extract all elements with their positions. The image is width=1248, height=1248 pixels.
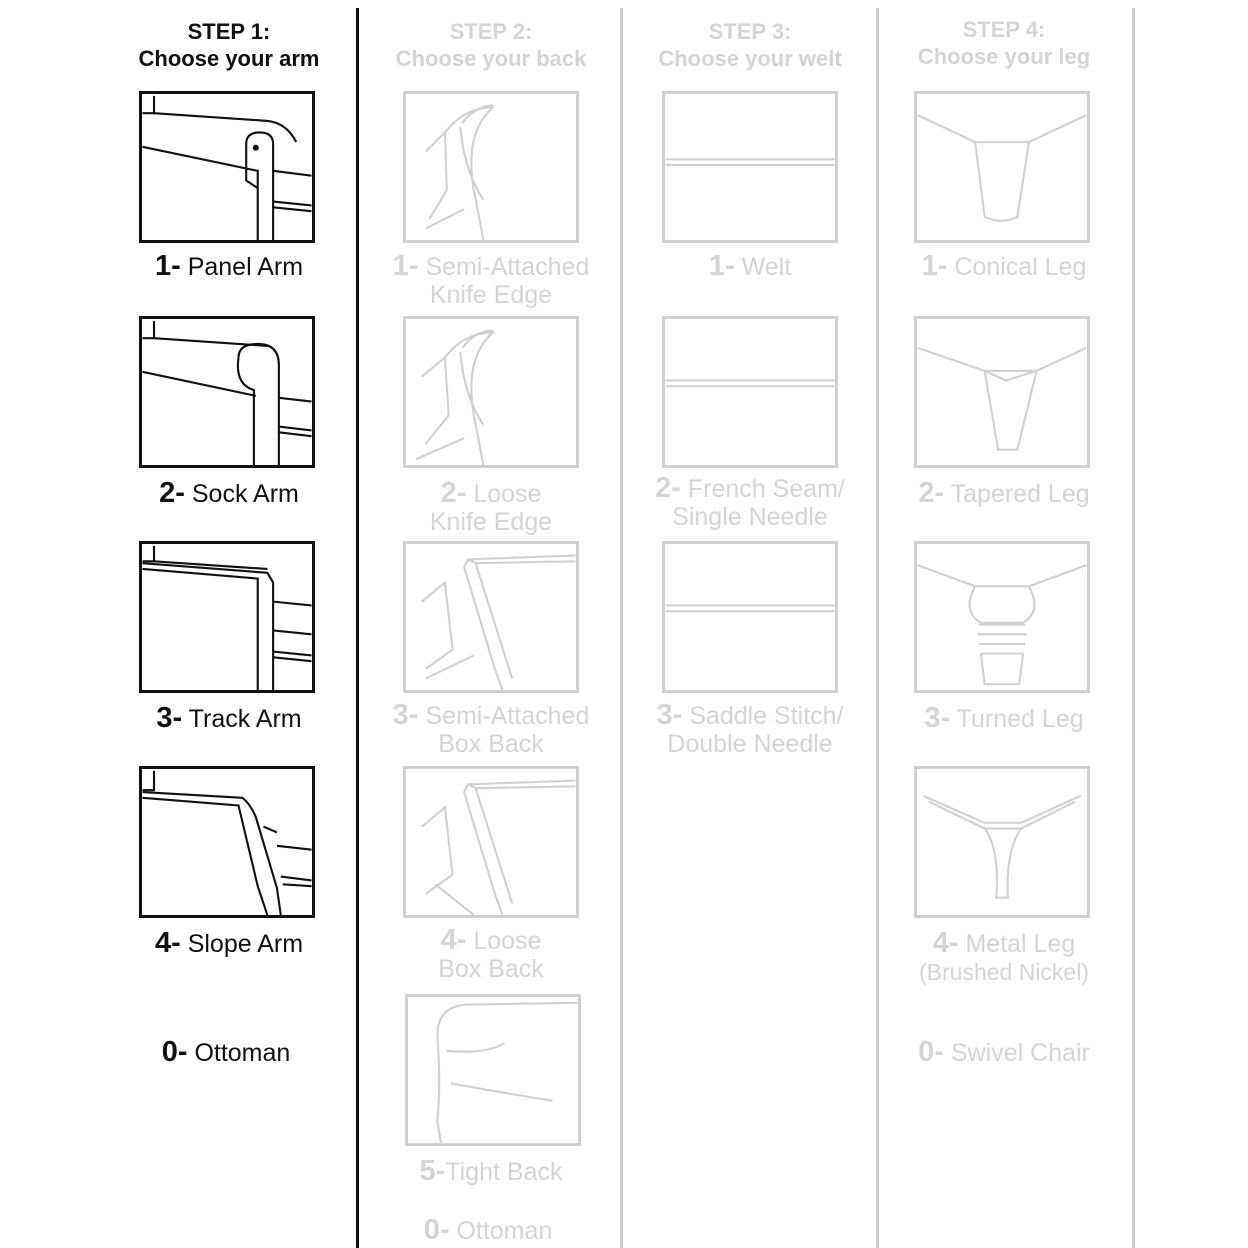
semi-attached-knife-edge-option[interactable]	[403, 91, 579, 243]
loose-box-back-icon	[406, 769, 576, 915]
slope-arm-label: 4- Slope Arm	[154, 927, 304, 959]
step-3-heading: STEP 3: Choose your welt	[658, 19, 842, 71]
semi-attached-box-back-option[interactable]	[403, 541, 579, 693]
slope-arm-option[interactable]	[139, 766, 315, 918]
welt-option[interactable]	[662, 91, 838, 243]
semi-attached-knife-edge-icon	[406, 94, 576, 240]
panel-arm-option[interactable]	[139, 91, 315, 243]
french-seam-option[interactable]	[662, 316, 838, 468]
saddle-stitch-label: 3- Saddle Stitch/ Double Needle	[656, 699, 844, 758]
column-divider	[1132, 8, 1135, 1248]
metal-leg-icon	[917, 769, 1087, 915]
metal-leg-option[interactable]	[914, 766, 1090, 918]
step-3-column	[638, 0, 862, 1248]
loose-box-back-label: 4- Loose Box Back	[438, 924, 544, 983]
welt-icon	[665, 94, 835, 240]
tapered-leg-label: 2- Tapered Leg	[918, 477, 1090, 509]
french-seam-icon	[665, 319, 835, 465]
tight-back-label: 5-Tight Back	[419, 1155, 563, 1187]
turned-leg-icon	[917, 544, 1087, 690]
french-seam-label: 2- French Seam/ Single Needle	[655, 472, 845, 531]
sock-arm-option[interactable]	[139, 316, 315, 468]
conical-leg-option[interactable]	[914, 91, 1090, 243]
semi-attached-box-back-icon	[406, 544, 576, 690]
semi-attached-knife-edge-label: 1- Semi-Attached Knife Edge	[392, 250, 590, 309]
step-1-column	[120, 0, 338, 1248]
loose-box-back-option[interactable]	[403, 766, 579, 918]
ottoman-option[interactable]: 0- Ottoman	[161, 1036, 291, 1068]
slope-arm-icon	[142, 769, 312, 915]
tapered-leg-icon	[917, 319, 1087, 465]
conical-leg-icon	[917, 94, 1087, 240]
step-1-heading	[120, 18, 338, 72]
saddle-stitch-option[interactable]	[662, 541, 838, 693]
tapered-leg-option[interactable]	[914, 316, 1090, 468]
step-2-column	[378, 0, 604, 1248]
conical-leg-label: 1- Conical Leg	[921, 250, 1087, 282]
loose-knife-edge-label: 2- Loose Knife Edge	[429, 477, 553, 536]
turned-leg-option[interactable]	[914, 541, 1090, 693]
panel-arm-label: 1- Panel Arm	[154, 250, 304, 282]
turned-leg-label: 3- Turned Leg	[924, 702, 1084, 734]
swivel-chair-option[interactable]: 0- Swivel Chair	[918, 1036, 1090, 1068]
loose-knife-edge-option[interactable]	[403, 316, 579, 468]
track-arm-icon	[142, 544, 312, 690]
tight-back-icon	[408, 997, 578, 1143]
saddle-stitch-icon	[665, 544, 835, 690]
semi-attached-box-back-label: 3- Semi-Attached Box Back	[392, 699, 590, 758]
step-1-heading-line2: Choose your arm	[138, 46, 320, 71]
sock-arm-label: 2- Sock Arm	[159, 477, 299, 509]
step-1-heading-line1: STEP 1:	[187, 19, 271, 44]
sock-arm-icon	[142, 319, 312, 465]
step-4-heading: STEP 4: Choose your leg	[917, 17, 1091, 69]
column-divider	[356, 8, 359, 1248]
welt-label: 1- Welt	[708, 250, 792, 282]
step-2-heading: STEP 2: Choose your back	[395, 19, 587, 71]
step-2-ottoman-option[interactable]: 0- Ottoman	[423, 1214, 553, 1246]
metal-leg-label: 4- Metal Leg (Brushed Nickel)	[919, 927, 1089, 985]
panel-arm-icon	[142, 94, 312, 240]
track-arm-option[interactable]	[139, 541, 315, 693]
loose-knife-edge-icon	[406, 319, 576, 465]
track-arm-label: 3- Track Arm	[156, 702, 302, 734]
column-divider	[620, 8, 623, 1248]
column-divider	[876, 8, 879, 1248]
step-4-column	[892, 0, 1116, 1248]
tight-back-option[interactable]	[405, 994, 581, 1146]
